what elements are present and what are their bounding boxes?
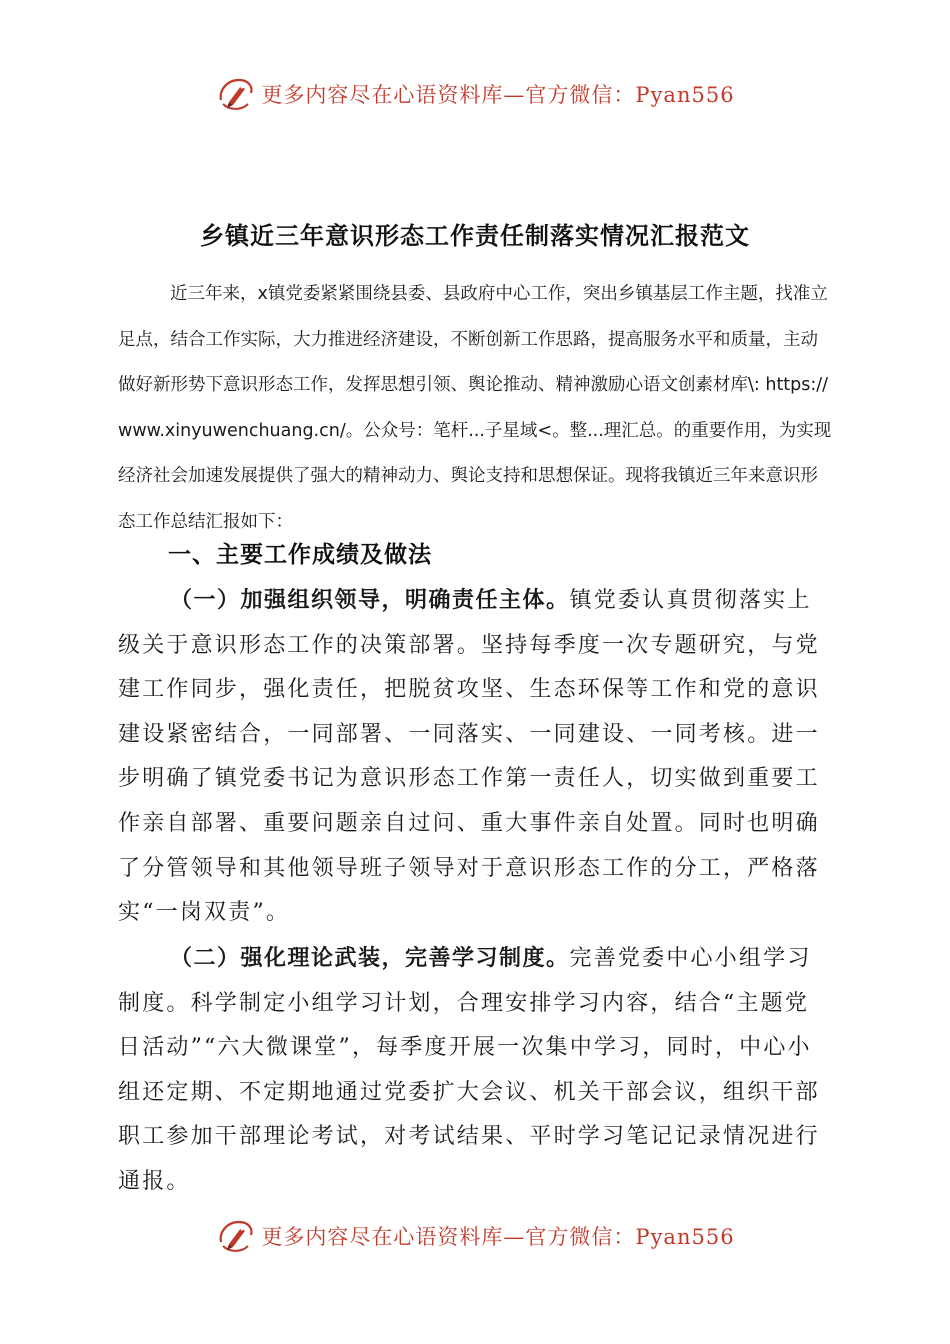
paragraph-lead: （二）强化理论武装，完善学习制度。: [170, 945, 570, 971]
section-heading: 一、主要工作成绩及做法: [168, 541, 432, 568]
pen-logo-icon: [215, 1216, 255, 1256]
pen-logo-icon: [215, 74, 255, 114]
banner-text: 更多内容尽在心语资料库—官方微信：Pyan556: [261, 83, 735, 107]
body-paragraph: [118, 936, 830, 1205]
header-banner: [0, 72, 950, 116]
paragraph-text: 完善党委中心小组学习制度。科学制定小组学习计划，合理安排学习内容，结合“主题党日活动”“六大微课堂”，每季度开展一次集中学习，同时，中心小组还定期、不定期地通过党委扩大会议、机关干部会议，组织干部职工参加干部理论考试，对考试结果、平时学习笔记记录情况进行通报。: [118, 946, 820, 1194]
paragraph-lead: （一）加强组织领导，明确责任主体。: [170, 587, 570, 613]
footer-banner: [0, 1214, 950, 1258]
body-paragraph: [118, 578, 830, 936]
banner-text: 更多内容尽在心语资料库—官方微信：Pyan556: [261, 1225, 735, 1249]
intro-paragraph: [118, 272, 834, 545]
page-title: 乡镇近三年意识形态工作责任制落实情况汇报范文: [200, 221, 750, 250]
intro-text: 近三年来，x镇党委紧紧围绕县委、县政府中心工作，突出乡镇基层工作主题，找准立足点，结合工作实际，大力推进经济建设，不断创新工作思路，提高服务水平和质量，主动做好新形势下意识形态工作，发挥思想引领、舆论推动、精神激励心语文创素材库\: https://www.xinyuwenchuang.cn/。公众号：笔杆...子星域<。整...理汇总。的重要作用，为实现经济社会加速发展提供了强大的精神动力、舆论支持和思想保证。现将我镇近三年来意识形态工作总结汇报如下：: [118, 284, 832, 532]
paragraph-text: 镇党委认真贯彻落实上级关于意识形态工作的决策部署。坚持每季度一次专题研究，与党建工作同步，强化责任，把脱贫攻坚、生态环保等工作和党的意识建设紧密结合，一同部署、一同落实、一同建设、一同考核。进一步明确了镇党委书记为意识形态工作第一责任人，切实做到重要工作亲自部署、重要问题亲自过问、重大事件亲自处置。同时也明确了分管领导和其他领导班子领导对于意识形态工作的分工，严格落实“一岗双责”。: [118, 588, 820, 926]
